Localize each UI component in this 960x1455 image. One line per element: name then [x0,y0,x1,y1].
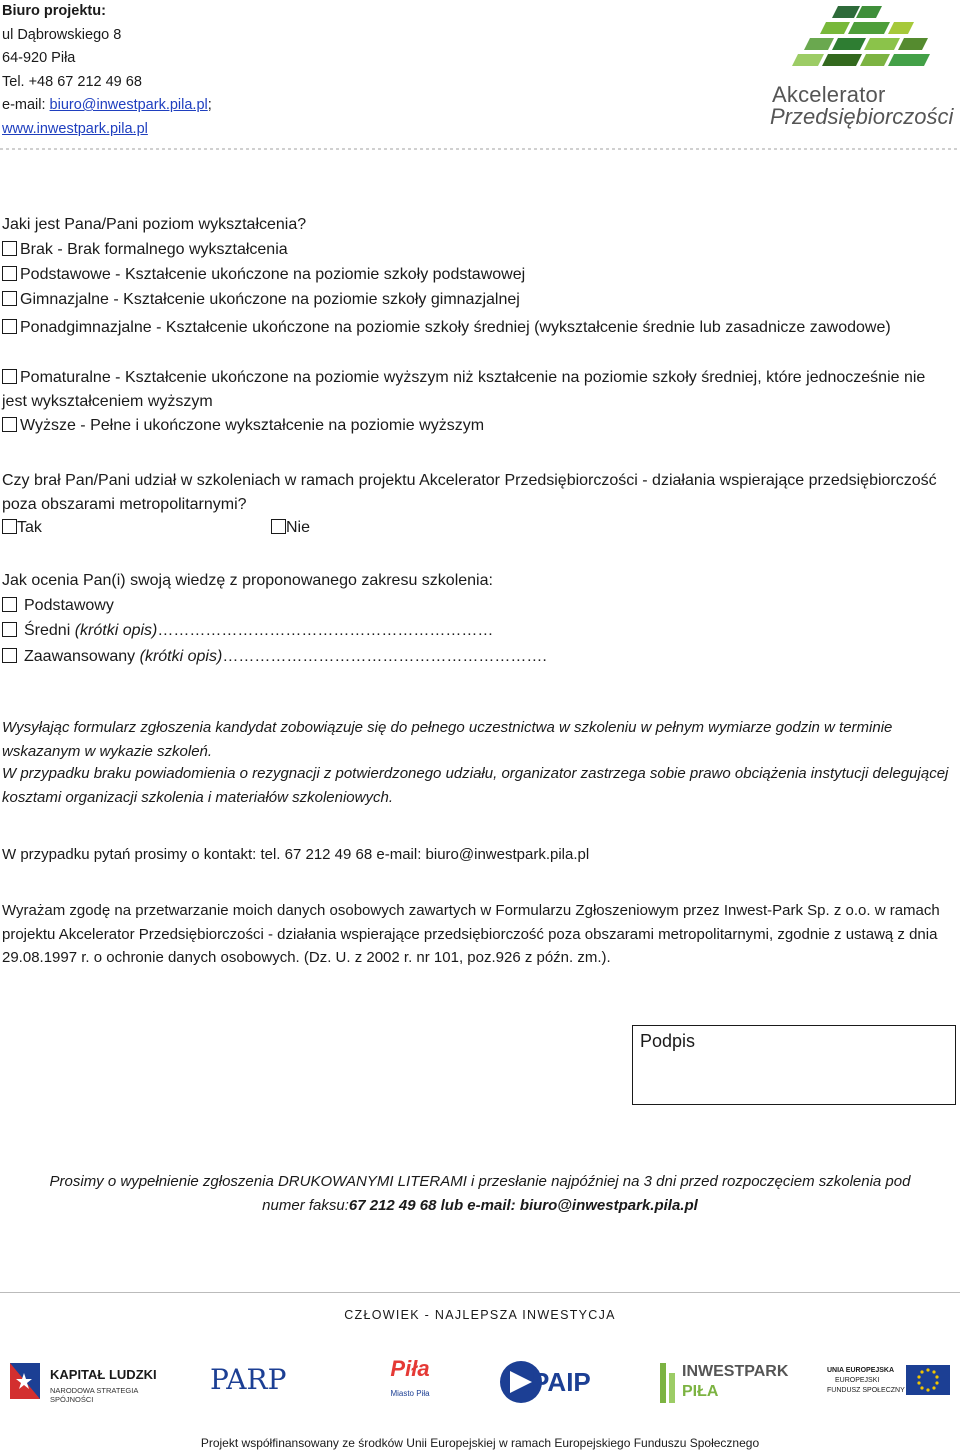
checkbox[interactable] [2,622,17,637]
email-prefix: e-mail: [2,97,50,113]
submission-instructions [0,1170,960,1217]
fill-in-dots[interactable]: ……………………………………………………… [157,622,494,639]
footer-slogan: CZŁOWIEK - NAJLEPSZA INWESTYCJA [344,1308,616,1322]
education-option-6[interactable] [2,417,484,435]
eu-line-1: UNIA EUROPEJSKA [827,1367,895,1374]
funding-statement: Projekt współfinansowany ze środków Unii Europejskiej w ramach Europejskiego Funduszu Społecznego [200,1436,760,1450]
knowledge-option-medium[interactable] [2,622,493,640]
option-label: Gimnazjalne - Kształcenie ukończone na poziomie szkoły gimnazjalnej [20,291,520,308]
knowledge-question: Jak ocenia Pan(i) swoją wiedzę z proponowanego zakresu szkolenia: [2,572,493,589]
pila-logo-subtitle: Miasto Piła [390,1389,430,1398]
cancellation-notice: W przypadku braku powiadomienia o rezygnacji z potwierdzonego udziału, organizator zastrzega sobie prawo obciążenia instytucji delegującej kosztami organizacji szkolenia i materiałów szkoleniowych. [2,765,949,806]
knowledge-option-basic[interactable] [2,597,114,615]
option-label: Ponadgimnazjalne - Kształcenie ukończone na poziomie szkoły średniej (wykształcenie średnie lub zasadnicze zawodowe) [20,319,891,336]
inwestpark-logo [660,1361,789,1405]
knowledge-option-advanced[interactable] [2,648,547,666]
signature-box[interactable] [632,1025,956,1105]
email-suffix: ; [207,97,212,113]
checkbox[interactable] [2,648,17,663]
option-hint: (krótki opis) [74,622,158,639]
option-label: Podstawowe - Kształcenie ukończone na poziomie szkoły podstawowej [20,266,526,283]
signature-label: Podpis [640,1031,696,1051]
eu-star-flag-icon [10,1359,44,1403]
training-question: Czy brał Pan/Pani udział w szkoleniach w ramach projektu Akcelerator Przedsiębiorczości - działania wspierające przedsiębiorczość poza obszarami metropolitarnymi? [2,472,937,513]
office-website-link[interactable]: www.inwestpark.pila.pl [2,120,148,137]
option-label: Pomaturalne - Kształcenie ukończone na poziomie wyższym niż kształcenie na poziomie szkoły średniej, które jednocześnie nie jest wykształceniem wyższym [2,369,926,410]
checkbox[interactable] [2,417,17,432]
checkbox[interactable] [271,519,286,534]
eu-logo [827,1363,952,1405]
office-email-line [2,94,212,118]
footer-divider [0,1292,960,1293]
logo-text-akcelerator: Akcelerator [772,82,886,107]
option-label: Zaawansowany [24,648,140,665]
checkbox[interactable] [2,319,17,334]
education-option-3[interactable] [2,291,520,309]
checkbox[interactable] [2,597,17,612]
checkbox[interactable] [2,519,17,534]
inwestpark-bars-icon [660,1363,680,1403]
paip-logo-text: PAIP [532,1367,591,1397]
instructions-line-1: Prosimy o wypełnienie zgłoszenia DRUKOWANYMI LITERAMI i przesłanie najpóźniej na 3 dni przed rozpoczęciem szkolenia pod [49,1173,911,1190]
office-street: ul Dąbrowskiego 8 [2,26,122,43]
fax-prefix: numer faksu: [262,1196,349,1214]
checkbox[interactable] [2,291,17,306]
inwestpark-name: INWESTPARK [682,1363,789,1380]
option-hint: (krótki opis) [139,648,223,665]
miasto-pila-logo [385,1355,435,1411]
office-title: Biuro projektu: [2,3,106,19]
kapital-ludzki-subtitle: NARODOWA STRATEGIA SPÓJNOŚCI [50,1386,138,1404]
eu-line-2: EUROPEJSKI [835,1377,880,1384]
contact-info: W przypadku pytań prosimy o kontakt: tel. 67 212 49 68 e-mail: biuro@inwestpark.pila.pl [2,846,590,863]
option-label: Podstawowy [24,597,114,614]
option-label: Tak [17,519,42,536]
project-office-info [2,0,212,141]
office-email-link[interactable]: biuro@inwestpark.pila.pl [49,97,208,113]
eu-line-3: FUNDUSZ SPOŁECZNY [827,1387,905,1394]
eu-flag-icon [906,1365,950,1395]
option-label: Wyższe - Pełne i ukończone wykształcenie na poziomie wyższym [20,417,485,434]
akcelerator-logo-mark [770,4,946,84]
inwestpark-city: PIŁA [682,1383,719,1400]
kapital-ludzki-title: KAPITAŁ LUDZKI [50,1367,157,1382]
checkbox[interactable] [2,369,17,384]
header-separator [0,148,960,150]
option-label: Nie [286,519,311,536]
training-no-option[interactable] [271,519,310,537]
education-option-4[interactable] [2,316,947,340]
data-consent: Wyrażam zgodę na przetwarzanie moich danych osobowych zawartych w Formularzu Zgłoszeniowym przez Inwest-Park Sp. z o.o. w ramach projektu Akcelerator Przedsiębiorczości - działania wspierające przedsiębiorczość poza obszarami metropolitarnymi, zgodnie z ustawą z dnia 29.08.1997 r. o ochronie danych osobowych. (Dz. U. z 2002 r. nr 101, poz.926 z późn. zm.). [2,902,940,966]
education-option-1[interactable] [2,241,288,259]
akcelerator-logo [770,4,954,129]
fill-in-dots[interactable]: ……………………………………………………. [222,648,547,665]
instructions-line-2 [0,1194,960,1218]
sponsor-logos-row [0,1355,960,1411]
logo-text-przedsiebiorczosci: Przedsiębiorczości [770,104,954,129]
education-option-2[interactable] [2,266,525,284]
paip-logo [498,1357,593,1407]
parp-logo: PARP [210,1363,287,1396]
fax-and-email: 67 212 49 68 lub e-mail: biuro@inwestpark.pila.pl [348,1196,698,1214]
pila-logo-text: Piła [390,1356,430,1381]
option-label: Średni [24,622,75,639]
option-label: Brak - Brak formalnego wykształcenia [20,241,288,258]
office-city: 64-920 Piła [2,50,76,66]
checkbox[interactable] [2,266,17,281]
kapital-ludzki-logo [10,1359,160,1403]
training-yes-option[interactable] [2,519,42,537]
education-option-5[interactable] [2,366,947,414]
participation-notice: Wysyłając formularz zgłoszenia kandydat zobowiązuje się do pełnego uczestnictwa w szkoleniu w pełnym wymiarze godzin w terminie wskazanym w wykazie szkoleń. [2,719,893,760]
checkbox[interactable] [2,241,17,256]
office-phone: Tel. +48 67 212 49 68 [2,73,142,90]
education-question: Jaki jest Pana/Pani poziom wykształcenia? [2,216,307,233]
